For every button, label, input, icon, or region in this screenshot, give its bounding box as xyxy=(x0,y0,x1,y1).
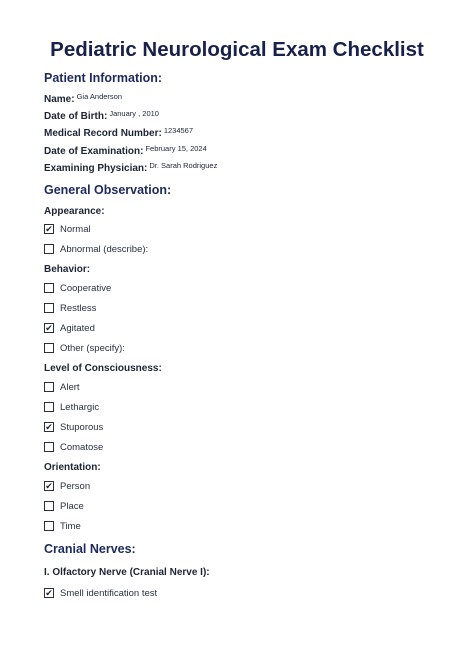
checkbox-label: Agitated xyxy=(60,322,95,334)
name-field xyxy=(44,94,122,105)
checkbox-icon[interactable] xyxy=(44,244,54,254)
mrn-value[interactable]: 1234567 xyxy=(163,126,194,135)
checkbox-label: Cooperative xyxy=(60,282,112,294)
checkbox-icon[interactable] xyxy=(44,402,54,412)
checkbox-label: Lethargic xyxy=(60,401,100,413)
checkbox-icon[interactable] xyxy=(44,501,54,511)
checkmark-icon[interactable]: ✔ xyxy=(45,421,53,432)
checkbox-consciousness-comatose[interactable] xyxy=(44,440,103,454)
checkmark-icon[interactable]: ✔ xyxy=(45,480,53,491)
checkbox-icon[interactable] xyxy=(44,303,54,313)
cranial-nerves-heading: Cranial Nerves: xyxy=(44,542,136,556)
checkbox-behavior-other[interactable] xyxy=(44,341,125,355)
name-value[interactable]: Gia Anderson xyxy=(76,92,123,101)
checkbox-label: Time xyxy=(60,520,81,532)
physician-label: Examining Physician: xyxy=(44,163,148,174)
dob-value[interactable]: January , 2010 xyxy=(109,109,159,118)
appearance-heading: Appearance: xyxy=(44,206,105,217)
checkbox-icon[interactable] xyxy=(44,442,54,452)
checkbox-consciousness-lethargic[interactable] xyxy=(44,400,99,414)
checkmark-icon[interactable]: ✔ xyxy=(45,322,53,333)
checkbox-label: Abnormal (describe): xyxy=(60,243,149,255)
mrn-field xyxy=(44,128,193,139)
checkbox-label: Restless xyxy=(60,302,97,314)
physician-value[interactable]: Dr. Sarah Rodriguez xyxy=(149,161,218,170)
checkbox-consciousness-alert[interactable] xyxy=(44,380,80,394)
checkbox-orientation-time[interactable] xyxy=(44,519,81,533)
checkbox-label: Comatose xyxy=(60,441,104,453)
page-title: Pediatric Neurological Exam Checklist xyxy=(50,38,424,61)
checkbox-behavior-cooperative[interactable] xyxy=(44,281,111,295)
dob-field xyxy=(44,111,159,122)
exam-date-label: Date of Examination: xyxy=(44,146,144,157)
checkbox-icon[interactable] xyxy=(44,343,54,353)
behavior-heading: Behavior: xyxy=(44,264,91,275)
name-label: Name: xyxy=(44,94,75,105)
checkbox-icon[interactable] xyxy=(44,283,54,293)
checkbox-label: Alert xyxy=(60,381,80,393)
checkbox-label: Stuporous xyxy=(60,421,104,433)
exam-date-field xyxy=(44,146,207,157)
checkbox-icon[interactable] xyxy=(44,382,54,392)
checkbox-appearance-abnormal[interactable] xyxy=(44,242,148,256)
physician-field xyxy=(44,163,217,174)
checkmark-icon[interactable]: ✔ xyxy=(45,587,53,598)
dob-label: Date of Birth: xyxy=(44,111,108,122)
checkbox-orientation-person[interactable] xyxy=(44,479,90,493)
orientation-heading: Orientation: xyxy=(44,462,101,473)
checkbox-appearance-normal[interactable] xyxy=(44,222,91,236)
checkmark-icon[interactable]: ✔ xyxy=(45,223,53,234)
exam-date-value[interactable]: February 15, 2024 xyxy=(145,144,207,153)
checkbox-consciousness-stuporous[interactable] xyxy=(44,420,103,434)
checkbox-label: Other (specify): xyxy=(60,342,125,354)
olfactory-heading: I. Olfactory Nerve (Cranial Nerve I): xyxy=(44,567,210,578)
checkbox-label: Place xyxy=(60,500,84,512)
checkbox-label: Smell identification test xyxy=(60,587,158,599)
checkbox-icon[interactable] xyxy=(44,521,54,531)
checkbox-behavior-restless[interactable] xyxy=(44,301,96,315)
general-observation-heading: General Observation: xyxy=(44,183,172,197)
checkbox-smell-test[interactable] xyxy=(44,586,157,600)
consciousness-heading: Level of Consciousness: xyxy=(44,363,162,374)
mrn-label: Medical Record Number: xyxy=(44,128,162,139)
checkbox-behavior-agitated[interactable] xyxy=(44,321,95,335)
checkbox-label: Person xyxy=(60,480,91,492)
checkbox-label: Normal xyxy=(60,223,91,235)
checkbox-orientation-place[interactable] xyxy=(44,499,84,513)
patient-info-heading: Patient Information: xyxy=(44,71,163,85)
